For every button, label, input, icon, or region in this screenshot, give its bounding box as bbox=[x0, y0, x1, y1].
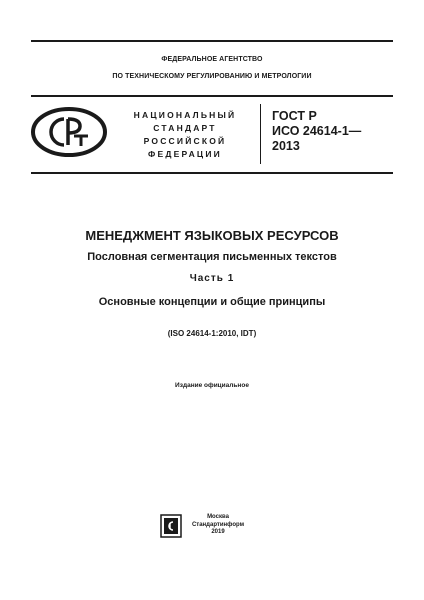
part-title: Основные концепции и общие принципы bbox=[98, 296, 326, 308]
main-title: МЕНЕДЖМЕНТ ЯЗЫКОВЫХ РЕСУРСОВ bbox=[85, 228, 339, 243]
agency-line-1: ФЕДЕРАЛЬНОЕ АГЕНТСТВО bbox=[161, 56, 263, 63]
national-standard-label bbox=[120, 109, 250, 161]
top-rule bbox=[31, 40, 393, 42]
standartinform-logo-icon bbox=[160, 514, 182, 538]
rst-logo-icon bbox=[30, 106, 108, 158]
iso-reference: (ISO 24614-1:2010, IDT) bbox=[167, 329, 257, 338]
publisher-year: 2019 bbox=[211, 529, 225, 535]
publisher-block bbox=[186, 514, 250, 537]
subtitle: Пословная сегментация письменных текстов bbox=[87, 251, 337, 263]
standard-rule bbox=[31, 172, 393, 174]
national-line-3: РОССИЙСКОЙ bbox=[143, 136, 227, 146]
edition-label: Издание официальное bbox=[175, 382, 249, 389]
national-line-2: СТАНДАРТ bbox=[153, 123, 217, 133]
gost-line-3: 2013 bbox=[272, 139, 300, 153]
gost-line-1: ГОСТ Р bbox=[272, 109, 317, 123]
publisher-city: Москва bbox=[207, 514, 229, 520]
gost-line-2: ИСО 24614-1— bbox=[272, 124, 362, 138]
national-line-1: НАЦИОНАЛЬНЫЙ bbox=[133, 110, 237, 120]
national-line-4: ФЕДЕРАЦИИ bbox=[148, 149, 222, 159]
publisher-name: Стандартинформ bbox=[191, 521, 245, 528]
gost-designation bbox=[272, 109, 361, 154]
header-rule bbox=[31, 95, 393, 97]
standard-divider bbox=[260, 104, 261, 164]
agency-line-2: ПО ТЕХНИЧЕСКОМУ РЕГУЛИРОВАНИЮ И МЕТРОЛОГИИ bbox=[112, 73, 312, 80]
part-label: Часть 1 bbox=[189, 273, 235, 284]
